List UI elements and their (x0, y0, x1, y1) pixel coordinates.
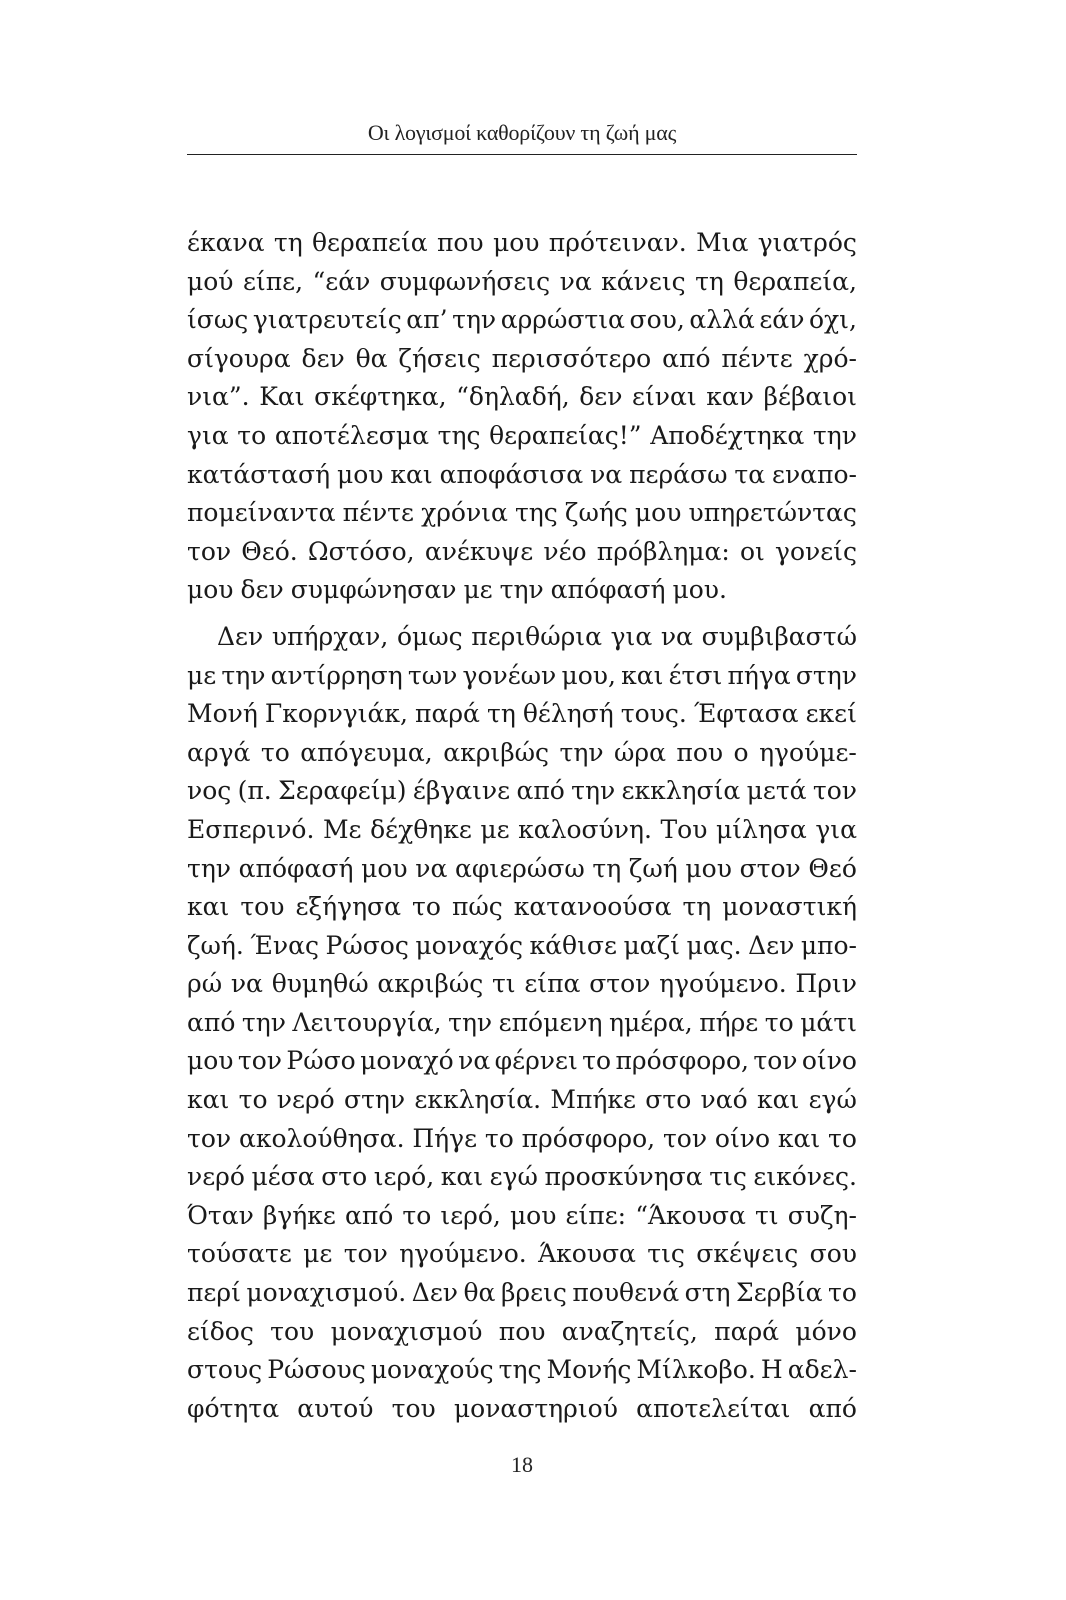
word: Δεν (411, 1278, 458, 1308)
word: ζωή (628, 853, 678, 883)
word: υπηρετώντας (688, 498, 857, 528)
word: προσκύνησα (544, 1162, 703, 1192)
word: αποτελείται (636, 1393, 791, 1423)
word: θυμηθώ (271, 969, 369, 999)
word: μου (685, 853, 732, 883)
word: μου. (672, 575, 727, 605)
word: μου (509, 1200, 557, 1230)
paragraph (187, 618, 857, 1428)
word: την (812, 420, 857, 450)
word: εικόνες. (753, 1162, 857, 1192)
word: Δεν (217, 621, 264, 651)
word: ζωή. (187, 930, 244, 960)
word: Εσπερινό. (187, 814, 315, 844)
text-line (187, 571, 857, 610)
word: το (238, 1085, 268, 1115)
word: παρά (714, 1316, 780, 1346)
word: κάθισε (529, 930, 617, 960)
word: πουθενά (572, 1278, 680, 1308)
word: νερό (276, 1085, 335, 1115)
word: Άκουσα (538, 1239, 636, 1269)
word: είναι (632, 382, 697, 412)
word: τούσατε (187, 1239, 292, 1269)
word: εγώ (808, 1085, 857, 1115)
word: Μπήκε (550, 1085, 636, 1115)
word: τους. (620, 699, 687, 729)
word: από (187, 1007, 236, 1037)
word: αποτέλεσμα (274, 420, 429, 450)
word: ηγούμε- (759, 737, 857, 767)
text-line (187, 1235, 857, 1274)
word: του (240, 892, 285, 922)
word: ακολούθησα. (238, 1123, 405, 1153)
word: μου (187, 1046, 234, 1076)
word: βέβαιοι (763, 382, 857, 412)
word: Σερβία (736, 1278, 823, 1308)
word: Γκορνγιάκ, (264, 699, 408, 729)
word: Ρώσους (267, 1355, 366, 1385)
word: να (415, 853, 448, 883)
word: τη (682, 892, 712, 922)
word: είδος (187, 1316, 254, 1346)
word: να (230, 969, 263, 999)
word: θα (463, 1278, 496, 1308)
text-line (187, 456, 857, 495)
word: στο (321, 1162, 368, 1192)
text-line (187, 734, 857, 773)
text-line (187, 1158, 857, 1197)
word: συμφώνησαν (290, 575, 457, 605)
word: μοναστική (722, 892, 857, 922)
word: και (187, 1085, 230, 1115)
word: μου (634, 498, 682, 528)
word: Ωστόσο, (307, 536, 415, 566)
word: θεραπείας!” (489, 420, 642, 450)
word: την (448, 1007, 493, 1037)
word: περάσω (629, 459, 728, 489)
word: φέρνει (494, 1046, 578, 1076)
word: την (499, 575, 544, 605)
word: την (241, 1007, 286, 1037)
word: βγήκε (262, 1200, 336, 1230)
word: έβγαινε (412, 776, 511, 806)
word: που (498, 1316, 546, 1346)
word: θεραπεία (311, 228, 428, 257)
word: αντίρρηση (270, 660, 403, 690)
word: τον (812, 776, 857, 806)
header-rule (187, 154, 857, 155)
text-line (187, 657, 857, 696)
word: Με (322, 814, 362, 844)
word: τις (647, 1239, 685, 1269)
text-line (187, 1274, 857, 1313)
word: (π. (237, 776, 272, 806)
word: Μίλκοβο. (636, 1355, 756, 1385)
word: ρώ (187, 969, 223, 999)
word: στον (739, 853, 801, 883)
word: αδελ- (787, 1355, 857, 1385)
word: εκεί (805, 699, 857, 729)
word: Πήγε (412, 1123, 478, 1153)
word: καν (706, 382, 754, 412)
word: μοναχό (360, 1046, 454, 1076)
word: μέσα (251, 1162, 315, 1192)
word: πρόσφορο, (521, 1123, 656, 1153)
word: τη (487, 699, 516, 729)
word: για (815, 814, 857, 844)
word: τη (273, 228, 303, 257)
word: είπε: (565, 1200, 627, 1230)
word: ηγούμενο. (659, 969, 787, 999)
word: το (484, 1123, 514, 1153)
paragraph (187, 224, 857, 610)
word: αρρώστια (500, 305, 625, 335)
word: ημέρα, (608, 1007, 693, 1037)
word: την (452, 305, 497, 335)
running-header: Οι λογισμοί καθορίζουν τη ζωή μας (367, 120, 677, 145)
word: εκκλησία (621, 776, 741, 806)
word: να (458, 1046, 491, 1076)
word: σου (809, 1239, 857, 1269)
word: απ’ (406, 305, 448, 335)
word: ανέκυψε (424, 536, 534, 566)
word: τον (237, 1046, 282, 1076)
word: να (559, 266, 592, 296)
word: από (808, 1393, 857, 1423)
word: περί (187, 1278, 241, 1308)
word: γονείς (775, 536, 857, 566)
word: ιερό, (373, 1162, 435, 1192)
word: εκκλησία. (414, 1085, 542, 1115)
word: νια”. (187, 382, 250, 412)
word: φότητα (187, 1393, 280, 1423)
word: της (514, 498, 558, 528)
text-line (187, 340, 857, 379)
page-number: 18 (511, 1452, 533, 1477)
text-line (187, 1351, 857, 1390)
word: ιερό, (440, 1200, 501, 1230)
word: συμβιβαστώ (701, 621, 857, 651)
word: πώς (451, 892, 503, 922)
word: χρόνια (421, 498, 508, 528)
text-line (187, 695, 857, 734)
word: αλλά (689, 305, 755, 335)
word: θέλησή (522, 699, 614, 729)
word: όμως (396, 621, 463, 651)
word: τι (491, 969, 516, 999)
word: Μια (696, 228, 749, 257)
word: μας. (686, 930, 742, 960)
word: και (756, 1085, 800, 1115)
word: πέντε (721, 343, 793, 373)
text-line (187, 927, 857, 966)
word: μου, (561, 660, 616, 690)
text-line (187, 1197, 857, 1236)
word: πομείναντα (187, 498, 336, 528)
text-line (187, 263, 857, 302)
word: γονέων (462, 660, 557, 690)
word: μπο- (800, 930, 857, 960)
word: πρότειναν. (548, 228, 687, 257)
word: σίγουρα (187, 343, 291, 373)
word: μου (336, 459, 384, 489)
word: βρεις (500, 1278, 567, 1308)
word: το (260, 737, 290, 767)
word: Του (660, 814, 708, 844)
word: Και (259, 382, 305, 412)
word: από (516, 776, 565, 806)
word: στους (187, 1355, 263, 1385)
word: μοναστηριού (453, 1393, 618, 1423)
word: Ρώσος (325, 930, 409, 960)
word: μαζί (623, 930, 680, 960)
word: σκέφτηκα, (314, 382, 447, 412)
word: μου (187, 575, 234, 605)
word: στην (344, 1085, 406, 1115)
word: των (407, 660, 458, 690)
word: αργά (187, 737, 251, 767)
word: οι (739, 536, 765, 566)
word: σκέψεις (696, 1239, 799, 1269)
word: έτσι (668, 660, 723, 690)
word: “δηλαδή, (456, 382, 570, 412)
text-line (187, 1390, 857, 1429)
word: θα (355, 343, 388, 373)
word: “εάν (312, 266, 371, 296)
word: όχι, (808, 305, 857, 335)
word: με (463, 575, 493, 605)
word: οίνο (801, 1046, 857, 1076)
word: εγώ (489, 1162, 538, 1192)
text-line (187, 618, 857, 657)
word: με (187, 660, 217, 690)
word: μοναχούς (370, 1355, 494, 1385)
word: εξήγησα (295, 892, 402, 922)
word: δεν (579, 382, 623, 412)
word: “Άκουσα (635, 1200, 746, 1230)
word: Ρώσο (286, 1046, 356, 1076)
word: να (590, 459, 623, 489)
text-line (187, 1313, 857, 1352)
word: δέχθηκε (370, 814, 472, 844)
word: νερό (187, 1162, 245, 1192)
word: μίλησα (715, 814, 807, 844)
text-line (187, 1042, 857, 1081)
word: κάνεις (601, 266, 686, 296)
word: και (777, 1123, 821, 1153)
word: συμφωνήσεις (379, 266, 551, 296)
word: το (237, 420, 267, 450)
word: Η (760, 1355, 783, 1385)
word: δεν (240, 575, 284, 605)
word: την (221, 660, 266, 690)
word: ναό (700, 1085, 748, 1115)
word: θεραπεία, (733, 266, 857, 296)
word: και (621, 660, 664, 690)
word: το (764, 1007, 794, 1037)
word: για (610, 621, 653, 651)
word: γιατρός (757, 228, 857, 257)
word: Σεραφείμ) (278, 776, 407, 806)
text-line (187, 1120, 857, 1159)
word: το (828, 1123, 857, 1153)
word: πρόβλημα: (596, 536, 730, 566)
text-line (187, 811, 857, 850)
text-line (187, 533, 857, 572)
word: στην (795, 660, 857, 690)
word: ζωής (564, 498, 628, 528)
word: την (571, 776, 616, 806)
word: Όταν (187, 1200, 254, 1230)
word: ηγούμενο. (399, 1239, 527, 1269)
word: τον (187, 1123, 232, 1153)
word: μου (361, 853, 408, 883)
word: πήγα (727, 660, 791, 690)
word: νέο (543, 536, 587, 566)
word: τι (754, 1200, 779, 1230)
word: πήρε (699, 1007, 759, 1037)
text-line (187, 417, 857, 456)
word: ακριβώς (377, 969, 484, 999)
word: χρό- (803, 343, 857, 373)
text-line (187, 1081, 857, 1120)
word: ίσως (187, 305, 249, 335)
word: εάν (759, 305, 805, 335)
word: της (498, 1355, 542, 1385)
word: κατάστασή (187, 459, 331, 489)
word: πέντε (342, 498, 414, 528)
word: ο (733, 737, 749, 767)
word: Μονής (546, 1355, 632, 1385)
word: της (437, 420, 481, 450)
word: απόφασή (238, 853, 354, 883)
word: σου, (629, 305, 685, 335)
word: στον (589, 969, 651, 999)
word: με (303, 1239, 333, 1269)
word: το (582, 1046, 612, 1076)
word: είπε, (242, 266, 304, 296)
word: τη (695, 266, 724, 296)
word: στο (645, 1085, 692, 1115)
word: δεν (301, 343, 345, 373)
word: απόγευμα, (300, 737, 433, 767)
word: στη (684, 1278, 731, 1308)
text-line (187, 301, 857, 340)
word: του (270, 1316, 315, 1346)
word: απόφασή (550, 575, 666, 605)
word: συζη- (787, 1200, 857, 1230)
word: τον (662, 1123, 708, 1153)
word: Αποδέχτηκα (650, 420, 805, 450)
word: τον (343, 1239, 388, 1269)
word: μου (492, 228, 540, 257)
word: παρά (415, 699, 480, 729)
word: μετά (746, 776, 807, 806)
word: Θεό. (241, 536, 298, 566)
word: να (660, 621, 693, 651)
word: Θεό (808, 853, 857, 883)
word: τα (734, 459, 766, 489)
word: Έφτασα (693, 699, 799, 729)
word: αποφάσισα (439, 459, 584, 489)
text-line (187, 850, 857, 889)
word: ακριβώς (443, 737, 550, 767)
word: μοναχισμού (330, 1316, 483, 1346)
word: μοναχισμού. (246, 1278, 407, 1308)
word: την (187, 853, 232, 883)
word: το (828, 1278, 857, 1308)
word: Λειτουργία, (292, 1007, 442, 1037)
word: Πριν (795, 969, 857, 999)
word: του (391, 1393, 436, 1423)
word: πρόσφορο, (615, 1046, 749, 1076)
word: για (187, 420, 229, 450)
word: έκανα (187, 228, 265, 257)
word: αναζητείς, (561, 1316, 698, 1346)
word: οίνο (714, 1123, 771, 1153)
word: από (344, 1200, 394, 1230)
word: μού (187, 266, 234, 296)
word: ζήσεις (398, 343, 481, 373)
word: είπα (524, 969, 581, 999)
word: τον (753, 1046, 798, 1076)
text-line (187, 1004, 857, 1043)
word: το (412, 892, 441, 922)
text-line (187, 378, 857, 417)
word: περιθώρια (471, 621, 602, 651)
word: Μονή (187, 699, 258, 729)
word: αφιερώσω (455, 853, 585, 883)
word: υπήρχαν, (271, 621, 389, 651)
word: επόμενη (498, 1007, 603, 1037)
text-line (187, 494, 857, 533)
body-text (187, 224, 857, 1428)
word: κατανοούσα (513, 892, 672, 922)
text-line (187, 224, 857, 263)
word: αυτού (297, 1393, 374, 1423)
word: και (187, 892, 230, 922)
word: καλοσύνη. (518, 814, 652, 844)
word: Δεν (748, 930, 795, 960)
word: με (480, 814, 510, 844)
word: εναπο- (772, 459, 857, 489)
text-line (187, 772, 857, 811)
word: περισσότερο (491, 343, 652, 373)
word: μόνο (795, 1316, 857, 1346)
word: την (559, 737, 604, 767)
text-line (187, 965, 857, 1004)
word: και (390, 459, 433, 489)
word: γιατρευτείς (252, 305, 402, 335)
word: το (402, 1200, 432, 1230)
word: από (662, 343, 711, 373)
word: νος (187, 776, 232, 806)
word: μοναχός (415, 930, 523, 960)
word: τις (709, 1162, 747, 1192)
word: μάτι (800, 1007, 857, 1037)
word: τη (592, 853, 622, 883)
word: που (676, 737, 724, 767)
word: τον (187, 536, 232, 566)
word: που (436, 228, 484, 257)
paragraph-gap (187, 610, 857, 618)
word: ώρα (613, 737, 666, 767)
word: και (440, 1162, 484, 1192)
word: Ένας (250, 930, 319, 960)
text-line (187, 888, 857, 927)
